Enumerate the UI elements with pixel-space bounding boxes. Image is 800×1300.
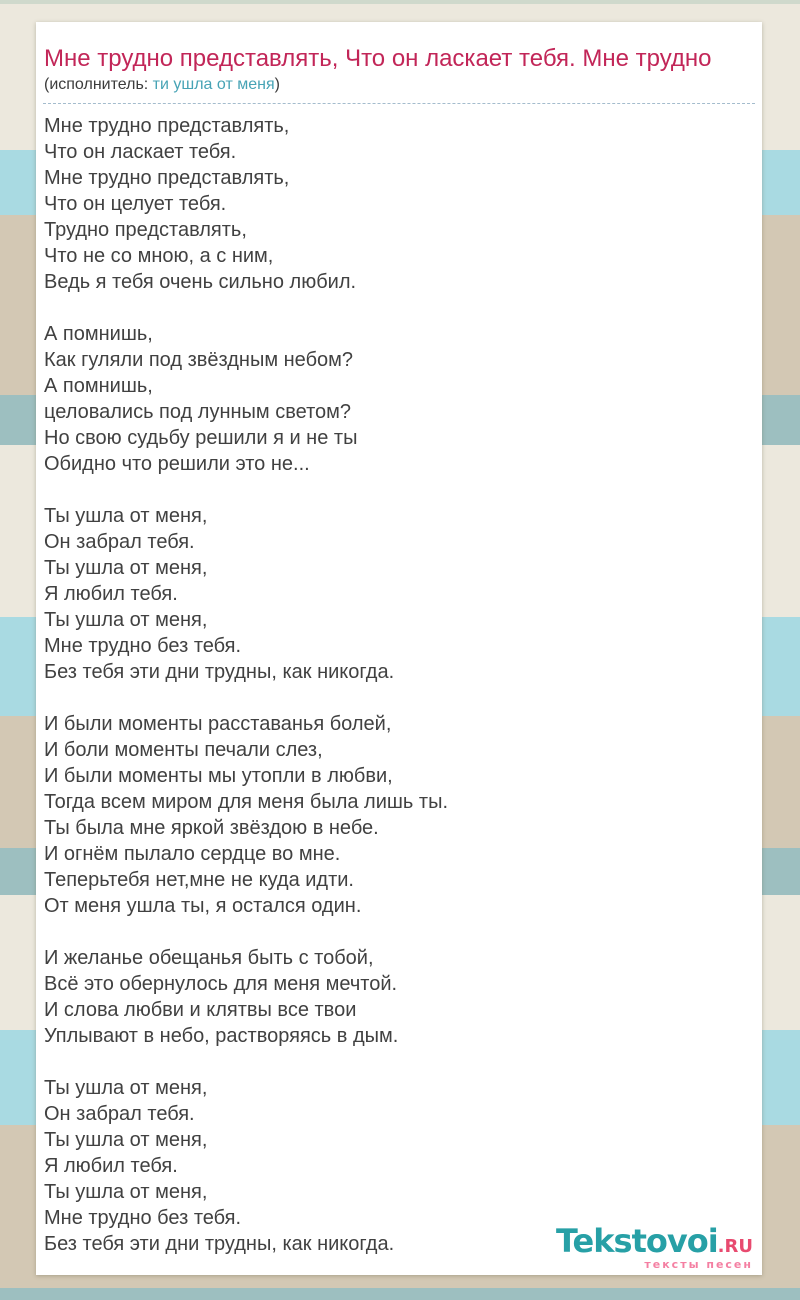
lyric-line: И были моменты мы утопли в любви, <box>44 765 393 787</box>
lyric-line: И слова любви и клятвы все твои <box>44 999 357 1021</box>
lyric-line: От меня ушла ты, я остался один. <box>44 895 362 917</box>
lyric-line: Теперьтебя нет,мне не куда идти. <box>44 869 354 891</box>
lyric-line: Мне трудно без тебя. <box>44 635 242 657</box>
stanza <box>44 503 748 685</box>
lyric-line: И боли моменты печали слез, <box>44 739 323 761</box>
lyric-line: Ты ушла от меня, <box>44 609 208 631</box>
lyric-line: Ты ушла от меня, <box>44 505 208 527</box>
lyric-line: Ты ушла от меня, <box>44 1077 208 1099</box>
site-logo[interactable] <box>555 1222 753 1271</box>
lyric-line: Обидно что решили это не... <box>44 453 310 475</box>
lyric-line: Мне трудно без тебя. <box>44 1207 242 1229</box>
lyric-line: И желанье обещанья быть с тобой, <box>44 947 374 969</box>
lyric-line: А помнишь, <box>44 375 153 397</box>
logo-text: Tekstovoi <box>555 1222 718 1260</box>
lyric-line: Как гуляли под звёздным небом? <box>44 349 354 371</box>
artist-label-close: ) <box>274 76 280 93</box>
lyric-line: Тогда всем миром для меня была лишь ты. <box>44 791 448 813</box>
stanza <box>44 113 748 295</box>
lyric-line: Трудно представлять, <box>44 219 247 241</box>
lyric-line: Ты ушла от меня, <box>44 1181 208 1203</box>
lyric-line: Без тебя эти дни трудны, как никогда. <box>44 661 395 683</box>
lyric-line: Что не со мною, а с ним, <box>44 245 274 267</box>
lyric-line: И огнём пылало сердце во мне. <box>44 843 341 865</box>
lyric-line: А помнишь, <box>44 323 153 345</box>
lyric-line: Ты ушла от меня, <box>44 1129 208 1151</box>
lyric-line: Всё это обернулось для меня мечтой. <box>44 973 398 995</box>
artist-label: (исполнитель: <box>44 76 153 93</box>
stanza <box>44 945 748 1049</box>
lyric-line: Я любил тебя. <box>44 583 178 605</box>
logo-domain-suffix: .RU <box>717 1236 753 1257</box>
stanza <box>44 321 748 477</box>
logo-tagline: тексты песен <box>644 1258 753 1271</box>
lyric-line: Мне трудно представлять, <box>44 115 290 137</box>
lyric-line: Ты ушла от меня, <box>44 557 208 579</box>
lyric-line: Ведь я тебя очень сильно любил. <box>44 271 357 293</box>
content-panel <box>36 22 762 1275</box>
lyric-line: Что он целует тебя. <box>44 193 227 215</box>
lyric-line: И были моменты расставанья болей, <box>44 713 392 735</box>
page-title: Мне трудно представлять, Что он ласкает тебя. Мне трудно <box>44 45 712 72</box>
logo-wordmark <box>555 1222 753 1260</box>
lyric-line: Уплывают в небо, растворяясь в дым. <box>44 1025 399 1047</box>
lyric-line: целовались под лунным светом? <box>44 401 352 423</box>
lyric-line: Я любил тебя. <box>44 1155 178 1177</box>
song-header <box>43 22 755 104</box>
lyrics-block <box>43 104 755 1257</box>
artist-link[interactable]: ти ушла от меня <box>152 76 275 93</box>
lyric-line: Что он ласкает тебя. <box>44 141 237 163</box>
lyric-line: Он забрал тебя. <box>44 1103 195 1125</box>
lyric-line: Мне трудно представлять, <box>44 167 290 189</box>
lyric-line: Он забрал тебя. <box>44 531 195 553</box>
artist-row <box>44 75 755 94</box>
lyric-line: Без тебя эти дни трудны, как никогда. <box>44 1233 395 1255</box>
lyric-line: Ты была мне яркой звёздою в небе. <box>44 817 379 839</box>
lyric-line: Но свою судьбу решили я и не ты <box>44 427 358 449</box>
stanza <box>44 711 748 919</box>
